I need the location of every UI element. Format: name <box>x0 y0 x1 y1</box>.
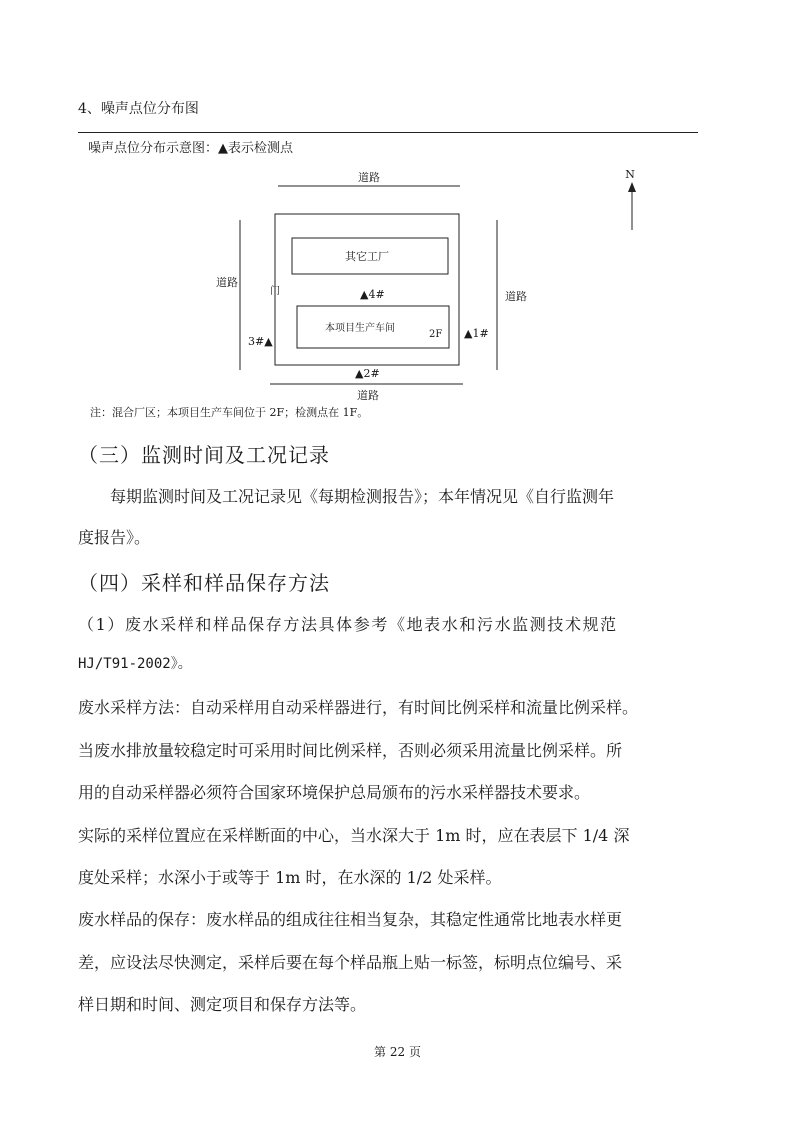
workshop-floor-label: 2F <box>429 329 443 340</box>
paragraph-line: 用的自动采样器必须符合国家环境保护总局颁布的污水采样器技术要求。 <box>78 783 591 802</box>
section-heading-noise-map: 4、噪声点位分布图 <box>78 101 199 117</box>
road-top-label: 道路 <box>358 171 380 184</box>
page-number: 第 22 页 <box>374 1045 421 1059</box>
paragraph-line: 废水样品的保存：废水样品的组成往往相当复杂，其稳定性通常比地表水样更 <box>78 910 623 929</box>
monitoring-point-2: ▲2# <box>355 367 380 380</box>
road-bottom-label: 道路 <box>357 389 379 402</box>
figure-caption: 噪声点位分布示意图：▲表示检测点 <box>88 141 293 156</box>
north-arrow-icon <box>628 182 636 192</box>
paragraph-line: 废水采样方法：自动采样用自动采样器进行，有时间比例采样和流量比例采样。 <box>78 698 639 717</box>
paragraph-line: 实际的采样位置应在采样断面的中心，当水深大于 1m 时，应在表层下 1/4 深 <box>78 826 630 845</box>
section-heading-sampling: （四）采样和样品保存方法 <box>78 571 330 595</box>
paragraph-line: 每期监测时间及工况记录见《每期检测报告》；本年情况见《自行监测年 <box>110 487 615 506</box>
paragraph-line: （1）废水采样和样品保存方法具体参考《地表水和污水监测技术规范 <box>78 615 618 634</box>
monitoring-point-1: ▲1# <box>464 327 489 340</box>
paragraph-line: 度处采样；水深小于或等于 1m 时，在水深的 1/2 处采样。 <box>78 868 502 887</box>
road-left-label: 道路 <box>216 276 238 289</box>
road-right-label: 道路 <box>505 290 527 303</box>
noise-point-diagram <box>0 0 795 420</box>
diagram-note: 注：混合厂区；本项目生产车间位于 2F；检测点在 1F。 <box>90 406 369 419</box>
monitoring-point-3: 3#▲ <box>248 335 273 348</box>
paragraph-line: HJ/T91-2002》。 <box>78 656 192 672</box>
section-heading-monitoring-time: （三）监测时间及工况记录 <box>78 443 330 467</box>
workshop-label: 本项目生产车间 <box>325 323 395 334</box>
paragraph-line: 差，应设法尽快测定，采样后要在每个样品瓶上贴一标签，标明点位编号、采 <box>78 953 623 972</box>
north-label: N <box>625 168 635 181</box>
paragraph-line: 样日期和时间、测定项目和保存方法等。 <box>78 995 367 1014</box>
monitoring-point-4: ▲4# <box>360 288 385 301</box>
paragraph-line: 度报告》。 <box>78 528 151 547</box>
paragraph-line: 当废水排放量较稳定时可采用时间比例采样，否则必须采用流量比例采样。所 <box>78 741 623 760</box>
other-factory-label: 其它工厂 <box>345 250 389 263</box>
gate-label: 门 <box>270 286 280 297</box>
